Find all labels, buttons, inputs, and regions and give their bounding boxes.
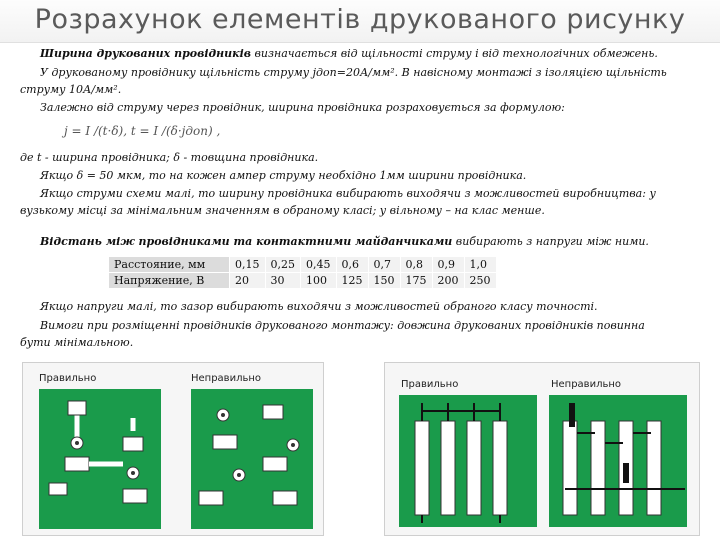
- paragraph-definitions: де t - ширина провідника; δ - товщина провідника.: [20, 151, 319, 164]
- width-formula: j = I /(t·δ), t = I /(δ·jдоп) ,: [64, 124, 221, 138]
- paragraph-current-density-line2: струму 10А/мм².: [20, 83, 122, 96]
- spacing-voltage-table: [108, 256, 497, 289]
- table-cell: 125: [336, 273, 368, 289]
- paragraph-conductor-width: [40, 46, 658, 61]
- label-correct: Правильно: [39, 373, 97, 384]
- paragraph-requirements-line1: Вимоги при розміщенні провідників друкованого монтажу: довжина друкованих провідників повинна: [40, 319, 645, 332]
- paragraph-requirements-line2: бути мінімальною.: [20, 336, 134, 349]
- table-cell: 0,15: [230, 257, 266, 273]
- table-cell: 1,0: [464, 257, 496, 273]
- table-row: [109, 273, 497, 289]
- diagram-conductor-routing: [384, 362, 700, 536]
- paragraph-thickness-rule: Якщо δ = 50 мкм, то на кожен ампер струму необхідно 1мм ширини провідника.: [40, 169, 527, 182]
- bold-term-conductor-width: Ширина друкованих провідників: [40, 47, 252, 60]
- table-cell: 0,6: [336, 257, 368, 273]
- table-cell: 250: [464, 273, 496, 289]
- label-incorrect: Неправильно: [551, 379, 622, 390]
- table-cell: 0,45: [301, 257, 337, 273]
- paragraph-text: вибирають з напруги між ними.: [452, 235, 649, 248]
- diagram-pad-placement: [22, 362, 324, 536]
- table-cell: 100: [301, 273, 337, 289]
- bold-term-spacing: Відстань між провідниками та контактними майданчиками: [40, 235, 453, 248]
- paragraph-small-voltages: Якщо напруги малі, то зазор вибирають виходячи з можливостей обраного класу точності.: [40, 300, 598, 313]
- table-cell: 200: [432, 273, 464, 289]
- row-label-voltage: Напряжение, В: [109, 273, 230, 289]
- slide-title: Розрахунок елементів друкованого рисунку: [34, 4, 686, 35]
- label-incorrect: Неправильно: [191, 373, 262, 384]
- pad-placement-drawing: [23, 363, 323, 535]
- table-cell: 0,7: [368, 257, 400, 273]
- table-cell: 20: [230, 273, 266, 289]
- table-cell: 0,9: [432, 257, 464, 273]
- table-cell: 30: [265, 273, 301, 289]
- paragraph-small-currents-line1: Якщо струми схеми малі, то ширину провідника вибирають виходячи з можливостей виробництва: у: [40, 187, 656, 200]
- paragraph-spacing: [40, 234, 649, 249]
- row-label-distance: Расстояние, мм: [109, 257, 230, 273]
- paragraph-current-density-line1: У друкованому провіднику щільність струму jдоп=20А/мм². В навісному монтажі з ізоляцією щільність: [40, 66, 667, 79]
- conductor-routing-drawing: [385, 363, 699, 535]
- paragraph-small-currents-line2: вузькому місці за мінімальним значенням в обраному класі; у вільному – на клас менше.: [20, 204, 545, 217]
- table-cell: 0,8: [400, 257, 432, 273]
- table-row: [109, 257, 497, 273]
- table-cell: 0,25: [265, 257, 301, 273]
- label-correct: Правильно: [401, 379, 459, 390]
- paragraph-formula-intro: Залежно від струму через провідник, ширина провідника розраховується за формулою:: [40, 101, 565, 114]
- paragraph-text: визначається від щільності струму і від технологічних обмежень.: [251, 47, 658, 60]
- table-cell: 150: [368, 273, 400, 289]
- table-cell: 175: [400, 273, 432, 289]
